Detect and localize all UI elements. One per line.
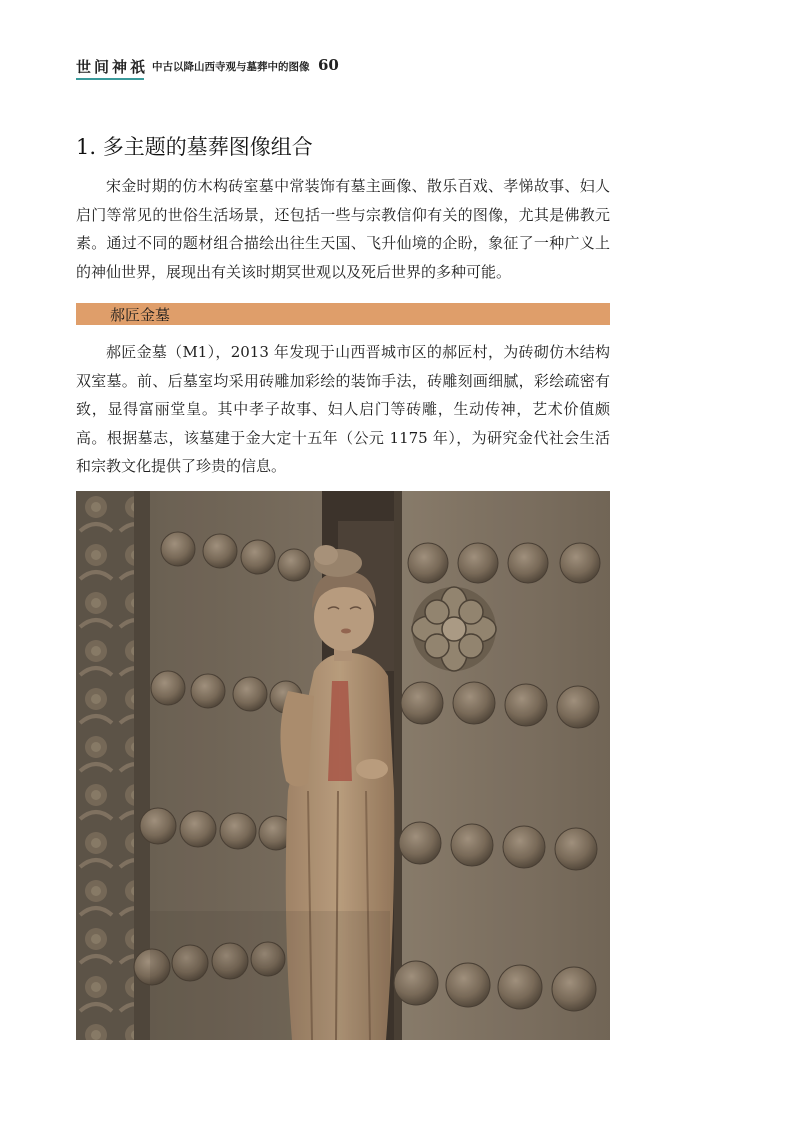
subsection-bar	[76, 303, 610, 325]
header-rule	[76, 78, 144, 80]
tomb-door-relief-photo	[76, 491, 610, 1040]
chapter-title: 中古以降山西寺观与墓葬中的图像	[152, 61, 310, 73]
intro-paragraph: 宋金时期的仿木构砖室墓中常装饰有墓主画像、散乐百戏、孝悌故事、妇人启门等常见的世俗生活场景，还包括一些与宗教信仰有关的图像，尤其是佛教元素。通过不同的题材组合描绘出往生天国、飞升仙境的企盼，象征了一种广义上的神仙世界，展现出有关该时期冥世观以及死后世界的多种可能。	[76, 177, 610, 281]
page-number: 60	[318, 56, 339, 74]
tomb-description-paragraph: 郝匠金墓（M1），2013 年发现于山西晋城市区的郝匠村，为砖砌仿木结构双室墓。前、后墓室均采用砖雕加彩绘的装饰手法，砖雕刻画细腻，彩绘疏密有致，显得富丽堂皇。其中孝子故事、妇人启门等砖雕，生动传神，艺术价值颇高。根据墓志，该墓建于金大定十五年（公元 1175 年），为研究金代社会生活和宗教文化提供了珍贵的信息。	[76, 343, 610, 475]
book-title: 世间神祇	[76, 58, 149, 76]
subsection-label: 郝匠金墓	[110, 306, 171, 324]
section-heading: 1. 多主题的墓葬图像组合	[76, 135, 313, 159]
